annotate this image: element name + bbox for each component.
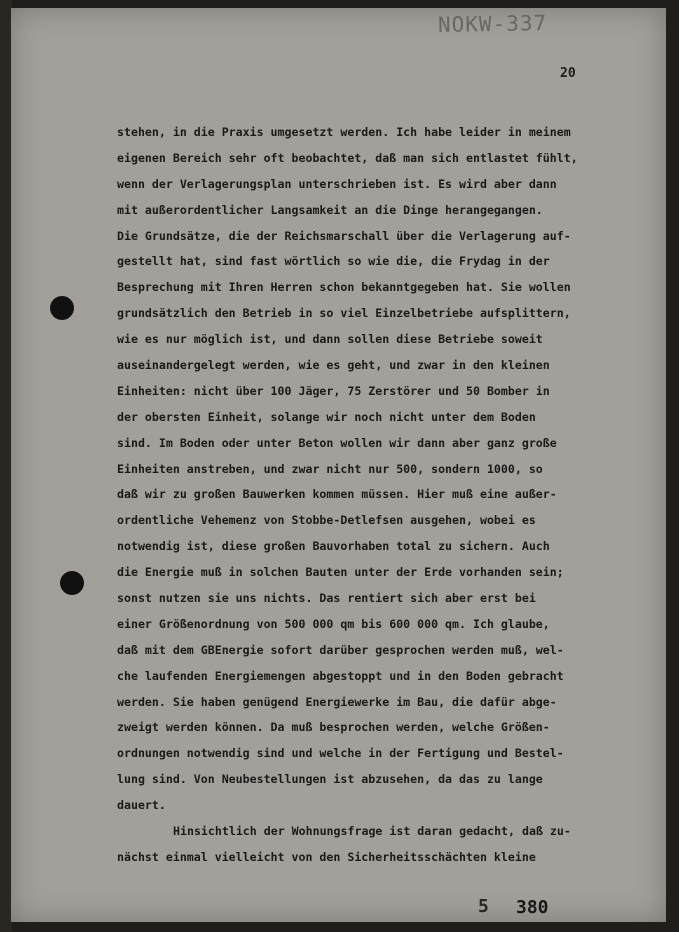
text-line: lung sind. Von Neubestellungen ist abzusehen, da das zu lange	[117, 772, 543, 787]
punch-hole-bottom	[60, 571, 84, 595]
file-number: 380	[516, 897, 549, 918]
text-line: notwendig ist, diese großen Bauvorhaben total zu sichern. Auch	[117, 539, 550, 554]
text-line: grundsätzlich den Betrieb in so viel Einzelbetriebe aufsplittern,	[117, 306, 571, 321]
text-line: stehen, in die Praxis umgesetzt werden. Ich habe leider in meinem	[117, 125, 571, 139]
text-line: gestellt hat, sind fast wörtlich so wie die, die Frydag in der	[117, 254, 550, 269]
text-line: die Energie muß in solchen Bauten unter der Erde vorhanden sein;	[117, 565, 564, 580]
text-line: nächst einmal vielleicht von den Sicherheitsschächten kleine	[117, 849, 536, 864]
text-line: auseinandergelegt werden, wie es geht, und zwar in den kleinen	[117, 358, 550, 373]
text-line: Einheiten anstreben, und zwar nicht nur 500, sondern 1000, so	[117, 461, 543, 476]
text-line: einer Größenordnung von 500 000 qm bis 600 000 qm. Ich glaube,	[117, 616, 550, 631]
text-line: sind. Im Boden oder unter Beton wollen wir dann aber ganz große	[117, 435, 557, 450]
text-line: daß wir zu großen Bauwerken kommen müssen. Hier muß eine außer-	[117, 487, 557, 502]
file-mark: 5	[478, 896, 489, 917]
text-line: Einheiten: nicht über 100 Jäger, 75 Zerstörer und 50 Bomber in	[117, 383, 550, 398]
text-line: wenn der Verlagerungsplan unterschrieben ist. Es wird aber dann	[117, 176, 557, 191]
text-line: wie es nur möglich ist, und dann sollen diese Betriebe soweit	[117, 332, 543, 347]
text-line: dauert.	[117, 798, 166, 813]
punch-hole-top	[50, 296, 74, 320]
document-body	[117, 120, 637, 871]
text-line: ordentliche Vehemenz von Stobbe-Detlefsen ausgehen, wobei es	[117, 513, 536, 528]
text-line: sonst nutzen sie uns nichts. Das rentiert sich aber erst bei	[117, 591, 536, 606]
text-line: werden. Sie haben genügend Energiewerke im Bau, die dafür abge-	[117, 694, 557, 709]
archive-stamp: NOKW-337	[437, 11, 548, 37]
text-line: ordnungen notwendig sind und welche in der Fertigung und Bestel-	[117, 746, 564, 761]
text-line: daß mit dem GBEnergie sofort darüber gesprochen werden muß, wel-	[117, 642, 564, 657]
text-line: Besprechung mit Ihren Herren schon bekanntgegeben hat. Sie wollen	[117, 280, 571, 295]
text-line: der obersten Einheit, solange wir noch nicht unter dem Boden	[117, 409, 536, 424]
text-line: Die Grundsätze, die der Reichsmarschall über die Verlagerung auf-	[117, 228, 571, 243]
page-number: 20	[560, 66, 576, 81]
paragraph-start-line: Hinsichtlich der Wohnungsfrage ist daran gedacht, daß zu-	[173, 824, 571, 839]
text-line: eigenen Bereich sehr oft beobachtet, daß man sich entlastet fühlt,	[117, 150, 578, 165]
text-line: zweigt werden können. Da muß besprochen werden, welche Größen-	[117, 720, 550, 735]
text-line: che laufenden Energiemengen abgestoppt und in den Boden gebracht	[117, 668, 564, 683]
text-line: mit außerordentlicher Langsamkeit an die Dinge herangegangen.	[117, 202, 543, 217]
